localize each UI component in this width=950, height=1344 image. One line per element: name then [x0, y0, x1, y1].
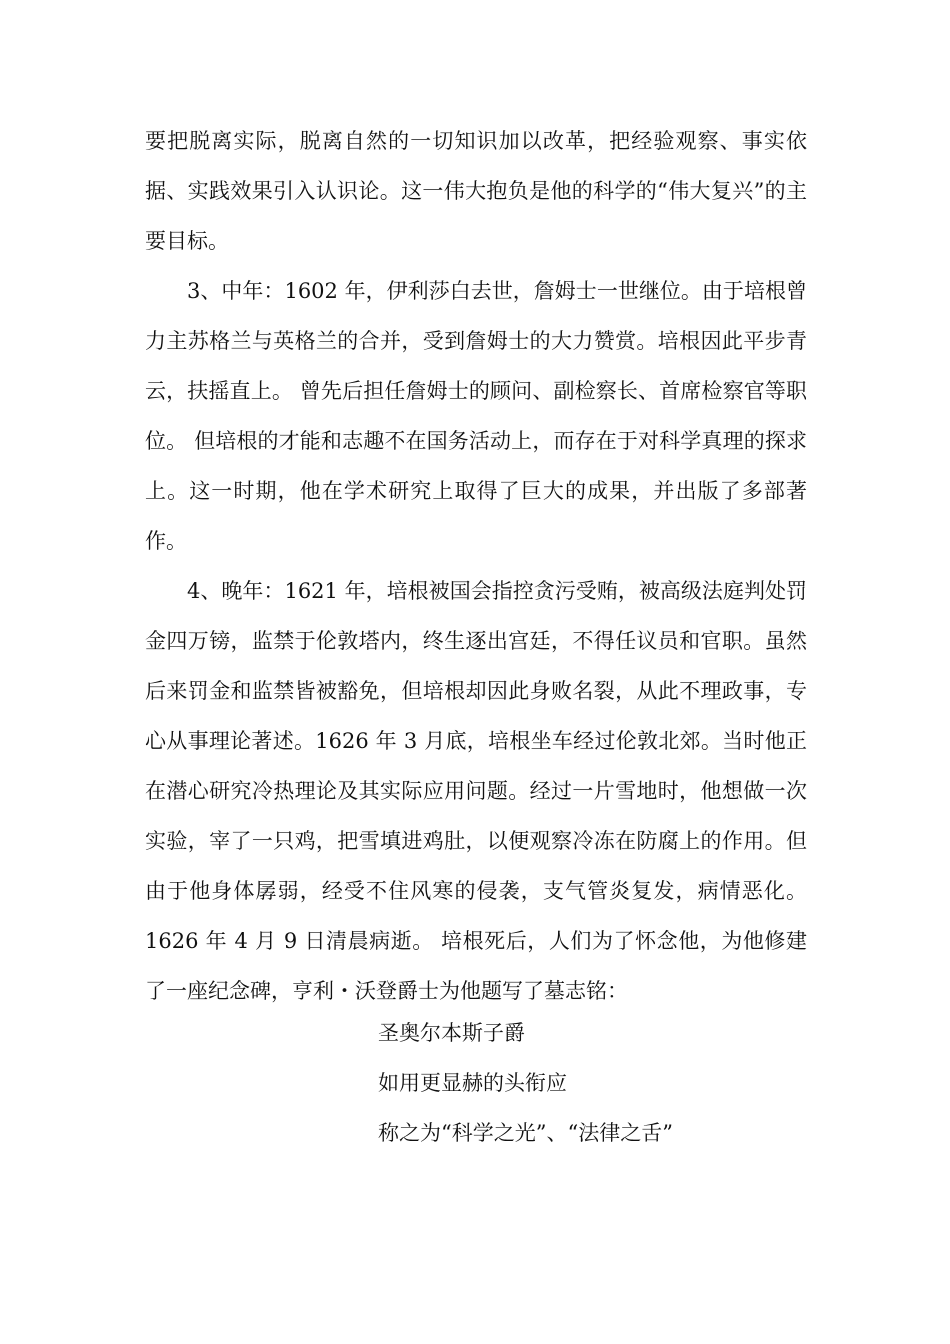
epitaph-block [378, 1008, 798, 1158]
paragraph-middle-age: 3、中年：1602 年，伊利莎白去世，詹姆士一世继位。由于培根曾力主苏格兰与英格兰的合并，受到詹姆士的大力赞赏。培根因此平步青云，扶摇直上。 曾先后担任詹姆士的顾问、副检察长、首席检察官等职位。 但培根的才能和志趣不在国务活动上，而存在于对科学真理的探求上。这一时期，他在学术研究上取得了巨大的成果，并出版了多部著作。 [145, 279, 807, 553]
epitaph-line: 称之为“科学之光”、“法律之舌” [378, 1121, 673, 1145]
epitaph-line: 如用更显赫的头衔应 [378, 1071, 567, 1095]
epitaph-line: 圣奥尔本斯子爵 [378, 1021, 525, 1045]
document-body [145, 116, 807, 1016]
paragraph-continuation: 要把脱离实际，脱离自然的一切知识加以改革，把经验观察、事实依据、实践效果引入认识论。这一伟大抱负是他的科学的“伟大复兴”的主要目标。 [145, 129, 807, 253]
paragraph-late-years: 4、晚年：1621 年，培根被国会指控贪污受贿，被高级法庭判处罚金四万镑，监禁于伦敦塔内，终生逐出宫廷，不得任议员和官职。虽然后来罚金和监禁皆被豁免，但培根却因此身败名裂，从此不理政事，专心从事理论著述。1626 年 3 月底，培根坐车经过伦敦北郊。当时他正在潜心研究冷热理论及其实际应用问题。经过一片雪地时，他想做一次实验，宰了一只鸡，把雪填进鸡肚，以便观察冷冻在防腐上的作用。但由于他身体孱弱，经受不住风寒的侵袭，支气管炎复发，病情恶化。1626 年 4 月 9 日清晨病逝。 培根死后，人们为了怀念他，为他修建了一座纪念碑，亨利・沃登爵士为他题写了墓志铭： [145, 579, 807, 1003]
